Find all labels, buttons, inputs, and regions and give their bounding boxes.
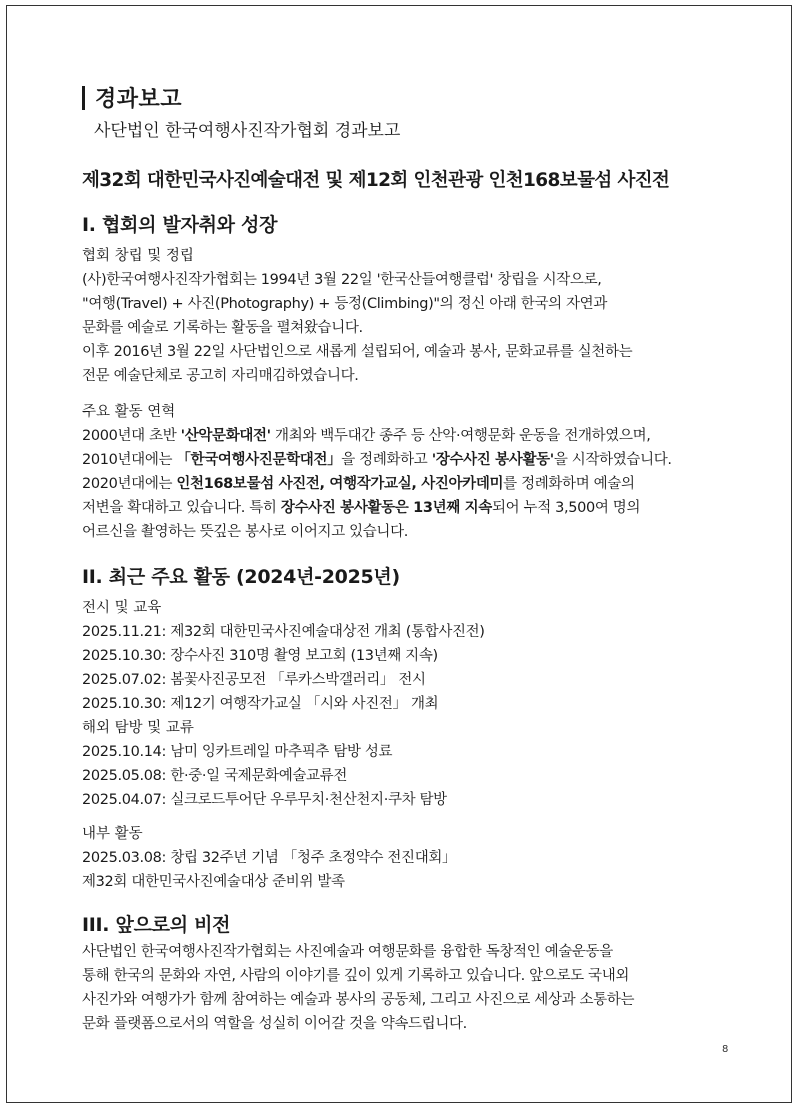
section-1-title: I. 협회의 발자취와 성장 xyxy=(82,214,278,236)
document-title: 제32회 대한민국사진예술대전 및 제12회 인천관광 인천168보물섬 사진전 xyxy=(82,170,670,191)
history-label: 주요 활동 연혁 xyxy=(82,404,176,420)
bold-highlight: '장수사진 봉사활동' xyxy=(431,452,554,468)
activity-item: 2025.03.08: 창립 32주년 기념 「청주 초정약수 전진대회」 xyxy=(82,850,457,866)
report-content xyxy=(82,80,732,1036)
activity-item: 2025.11.21: 제32회 대한민국사진예술대상전 개최 (통합사진전) xyxy=(82,624,485,640)
activity-item: 2025.10.30: 제12기 여행작가교실 「시와 사진전」 개최 xyxy=(82,696,439,712)
founding-block xyxy=(82,244,732,388)
internal-block xyxy=(82,822,732,894)
founding-line: 문화를 예술로 기록하는 활동을 펼쳐왔습니다. xyxy=(82,320,363,336)
report-title: 경과보고 xyxy=(95,85,183,112)
history-block xyxy=(82,400,732,544)
internal-label: 내부 활동 xyxy=(82,826,143,842)
vision-line: 사단법인 한국여행사진작가협회는 사진예술과 여행문화를 융합한 독창적인 예술운동을 xyxy=(82,944,613,960)
vision-line: 사진가와 여행가가 함께 참여하는 예술과 봉사의 공동체, 그리고 사진으로 세상과 소통하는 xyxy=(82,992,635,1008)
bold-highlight: 장수사진 봉사활동은 13년째 지속 xyxy=(280,500,492,516)
report-subtitle: 사단법인 한국여행사진작가협회 경과보고 xyxy=(94,121,401,141)
vision-line: 통해 한국의 문화와 자연, 사람의 이야기를 깊이 있게 기록하고 있습니다. 앞으로도 국내외 xyxy=(82,968,630,984)
activity-item: 2025.07.02: 봄꽃사진공모전 「루카스박갤러리」 전시 xyxy=(82,672,426,688)
history-line: 저변을 확대하고 있습니다. 특히 장수사진 봉사활동은 13년째 지속되어 누적 3,500여 명의 xyxy=(82,500,641,516)
bold-highlight: 인천168보물섬 사진전, 여행작가교실, 사진아카데미 xyxy=(176,476,504,492)
founding-label: 협회 창립 및 정립 xyxy=(82,248,194,264)
bold-highlight: '산악문화대전' xyxy=(180,428,271,444)
history-line: 2000년대 초반 '산악문화대전' 개최와 백두대간 종주 등 산악·여행문화 운동을 전개하였으며, xyxy=(82,428,651,444)
founding-line: "여행(Travel) + 사진(Photography) + 등정(Climbing)"의 정신 아래 한국의 자연과 xyxy=(82,296,607,312)
bold-highlight: 「한국여행사진문학대전」 xyxy=(176,452,342,468)
section-2-title: II. 최근 주요 활동 (2024년-2025년) xyxy=(82,566,400,588)
activity-item: 2025.04.07: 실크로드투어단 우루무치·천산천지·쿠차 탐방 xyxy=(82,792,447,808)
activity-item: 2025.05.08: 한·중·일 국제문화예술교류전 xyxy=(82,768,347,784)
founding-line: (사)한국여행사진작가협회는 1994년 3월 22일 '한국산들여행클럽' 창립을 시작으로, xyxy=(82,272,602,288)
page-number: 8 xyxy=(722,1044,729,1055)
exhibition-label: 전시 및 교육 xyxy=(82,600,162,616)
founding-line: 전문 예술단체로 공고히 자리매김하였습니다. xyxy=(82,368,359,384)
history-line: 어르신을 촬영하는 뜻깊은 봉사로 이어지고 있습니다. xyxy=(82,524,409,540)
activity-item: 2025.10.14: 남미 잉카트레일 마추픽추 탐방 성료 xyxy=(82,744,393,760)
overseas-block xyxy=(82,716,732,812)
history-line: 2010년대에는 「한국여행사진문학대전」을 정례화하고 '장수사진 봉사활동'을 시작하였습니다. xyxy=(82,452,672,468)
activity-item: 2025.10.30: 장수사진 310명 촬영 보고회 (13년째 지속) xyxy=(82,648,438,664)
vision-block xyxy=(82,940,732,1036)
overseas-label: 해외 탐방 및 교류 xyxy=(82,720,194,736)
history-line: 2020년대에는 인천168보물섬 사진전, 여행작가교실, 사진아카데미를 정례화하며 예술의 xyxy=(82,476,635,492)
exhibition-block xyxy=(82,596,732,716)
vision-line: 문화 플랫폼으로서의 역할을 성실히 이어갈 것을 약속드립니다. xyxy=(82,1016,467,1032)
activity-item: 제32회 대한민국사진예술대상 준비위 발족 xyxy=(82,874,345,890)
section-3-title: III. 앞으로의 비전 xyxy=(82,914,231,936)
heading-bar xyxy=(82,86,85,110)
founding-line: 이후 2016년 3월 22일 사단법인으로 새롭게 설립되어, 예술과 봉사, 문화교류를 실천하는 xyxy=(82,344,633,360)
report-heading xyxy=(82,80,732,114)
